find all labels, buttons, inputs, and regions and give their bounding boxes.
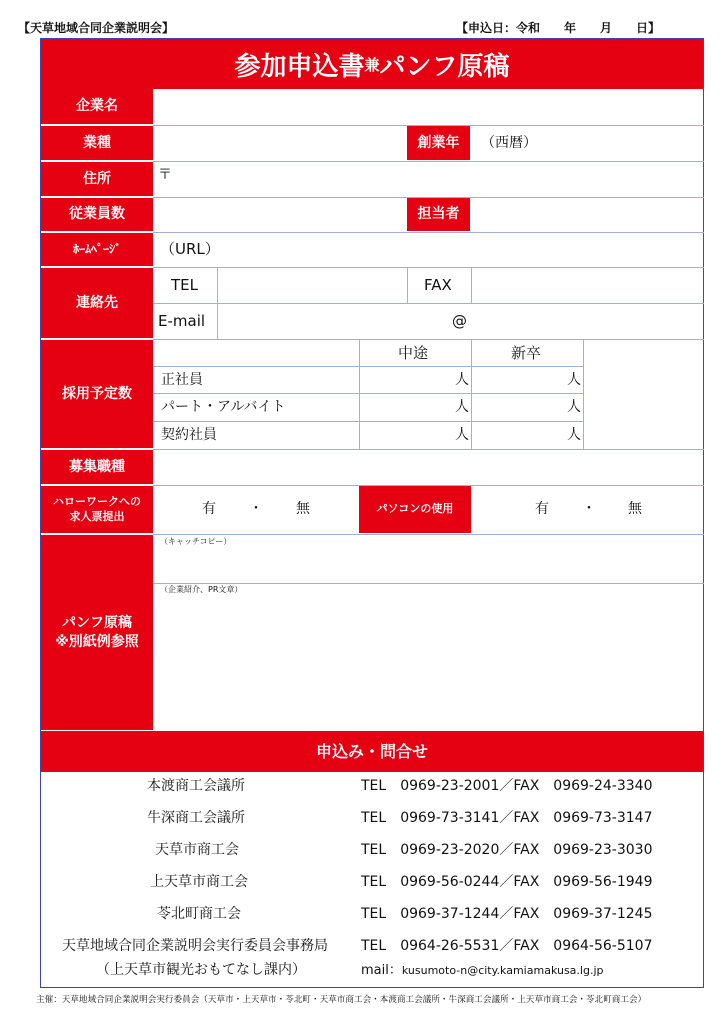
form-title-main: 参加申込書 bbox=[234, 51, 365, 82]
contact-tel-fax: TEL 0969-23-2001／FAX 0969-24-3340 bbox=[361, 778, 653, 794]
hellowork-no[interactable]: 無 bbox=[296, 501, 310, 517]
label-employees: 従業員数 bbox=[41, 198, 153, 231]
founded-field[interactable] bbox=[471, 126, 703, 160]
label-industry: 業種 bbox=[41, 126, 153, 160]
hiring-row-mid-unit: 人 bbox=[455, 399, 469, 415]
hiring-row-mid-unit: 人 bbox=[455, 372, 469, 388]
intro-label: （企業紹介、PR文章） bbox=[160, 585, 243, 594]
contact-tel-fax: TEL 0969-37-1244／FAX 0969-37-1245 bbox=[361, 906, 653, 922]
hiring-row-type: 正社員 bbox=[161, 372, 203, 388]
label-hellowork-line1: ハローワークへの bbox=[53, 494, 141, 508]
contact-name: 天草市商工会 bbox=[155, 842, 239, 858]
application-date: 【申込日：令和 年 月 日】 bbox=[456, 21, 661, 35]
contact-tel-fax: TEL 0969-73-3141／FAX 0969-73-3147 bbox=[361, 810, 653, 826]
contact-tel-fax: TEL 0969-56-0244／FAX 0969-56-1949 bbox=[361, 874, 653, 890]
contact-name: 牛深商工会議所 bbox=[147, 810, 245, 826]
fax-label: FAX bbox=[424, 276, 452, 294]
hellowork-separator: ・ bbox=[249, 501, 263, 517]
url-note: （URL） bbox=[160, 240, 220, 258]
label-contact: 連絡先 bbox=[41, 268, 153, 338]
hiring-row-new-unit: 人 bbox=[567, 427, 581, 443]
hiring-row-type: パート・アルバイト bbox=[161, 399, 286, 415]
hellowork-yes[interactable]: 有 bbox=[202, 501, 216, 517]
contact-name: 上天草市商工会 bbox=[150, 874, 248, 890]
event-name: 【天草地域合同企業説明会】 bbox=[18, 21, 175, 35]
hiring-mid-input[interactable] bbox=[360, 394, 470, 420]
col-midcareer: 中途 bbox=[398, 344, 429, 362]
employees-field[interactable] bbox=[154, 198, 406, 231]
job-types-field[interactable] bbox=[154, 450, 703, 484]
hiring-new-input[interactable] bbox=[472, 394, 582, 420]
contact-tel-fax: TEL 0964-26-5531／FAX 0964-56-5107 bbox=[361, 938, 653, 954]
label-job-types: 募集職種 bbox=[41, 450, 153, 484]
mail-label: mail： bbox=[361, 963, 402, 978]
pc-use-yes[interactable]: 有 bbox=[535, 501, 549, 517]
tel-field[interactable] bbox=[218, 268, 406, 302]
label-pc-use: パソコンの使用 bbox=[359, 486, 471, 533]
label-pamphlet bbox=[41, 535, 153, 730]
company-name-field[interactable] bbox=[154, 89, 703, 124]
hiring-row-type: 契約社員 bbox=[161, 427, 217, 443]
form-title-small: 兼 bbox=[364, 55, 380, 74]
label-pamphlet-line1: パンフ原稿 bbox=[62, 614, 132, 631]
hiring-mid-input[interactable] bbox=[360, 367, 470, 393]
hiring-row-new-unit: 人 bbox=[567, 372, 581, 388]
label-homepage: ﾎｰﾑﾍﾟｰｼﾞ bbox=[41, 233, 153, 266]
col-newgrad: 新卒 bbox=[511, 344, 542, 362]
label-pamphlet-line2: ※別紙例参照 bbox=[55, 633, 139, 650]
contact-name: 本渡商工会議所 bbox=[147, 778, 245, 794]
form-title-rest: パンフ原稿 bbox=[379, 51, 510, 82]
homepage-field[interactable] bbox=[154, 233, 703, 266]
label-hellowork-line2: 求人票提出 bbox=[69, 509, 125, 523]
catch-copy-field[interactable] bbox=[154, 535, 703, 582]
industry-field[interactable] bbox=[154, 126, 406, 160]
label-founded: 創業年 bbox=[407, 126, 470, 160]
contact-name: 天草地域合同企業説明会実行委員会事務局 bbox=[62, 938, 328, 954]
hiring-new-input[interactable] bbox=[472, 422, 582, 448]
contact-name: 苓北町商工会 bbox=[157, 906, 241, 922]
person-in-charge-field[interactable] bbox=[471, 198, 703, 231]
label-address: 住所 bbox=[41, 162, 153, 196]
inquiry-title: 申込み・問合せ bbox=[41, 731, 703, 772]
hiring-row-mid-unit: 人 bbox=[455, 427, 469, 443]
pc-use-no[interactable]: 無 bbox=[628, 501, 642, 517]
founded-note: （西暦） bbox=[481, 135, 537, 151]
hiring-mid-input[interactable] bbox=[360, 422, 470, 448]
mail-contact bbox=[361, 964, 604, 977]
label-hellowork bbox=[41, 486, 153, 533]
address-field[interactable] bbox=[154, 162, 703, 196]
catch-copy-label: （キャッチコピー） bbox=[160, 537, 232, 546]
email-field[interactable] bbox=[218, 304, 703, 338]
hiring-new-input[interactable] bbox=[472, 367, 582, 393]
email-label: E-mail bbox=[158, 312, 206, 330]
fax-field[interactable] bbox=[472, 268, 703, 302]
pc-use-separator: ・ bbox=[582, 501, 596, 517]
postal-mark: 〒 bbox=[158, 167, 172, 183]
hiring-row-new-unit: 人 bbox=[567, 399, 581, 415]
form-title bbox=[41, 39, 703, 89]
organizer-note: 主催：天草地域合同企業説明会実行委員会（天草市・上天草市・苓北町・天草市商工会・本渡商工会議所・牛深商工会議所・上天草市商工会・苓北町商工会） bbox=[36, 995, 647, 1005]
intro-field[interactable] bbox=[154, 584, 703, 730]
label-hiring-plan: 採用予定数 bbox=[41, 340, 153, 448]
mail-address-link[interactable]: kusumoto-n@city.kamiamakusa.lg.jp bbox=[401, 964, 604, 977]
label-person-in-charge: 担当者 bbox=[407, 198, 470, 231]
label-company-name: 企業名 bbox=[41, 89, 153, 124]
tel-label: TEL bbox=[171, 276, 198, 294]
at-mark: @ bbox=[452, 312, 467, 330]
contact-tel-fax: TEL 0969-23-2020／FAX 0969-23-3030 bbox=[361, 842, 653, 858]
office-dept: （上天草市観光おもてなし課内） bbox=[96, 962, 306, 978]
